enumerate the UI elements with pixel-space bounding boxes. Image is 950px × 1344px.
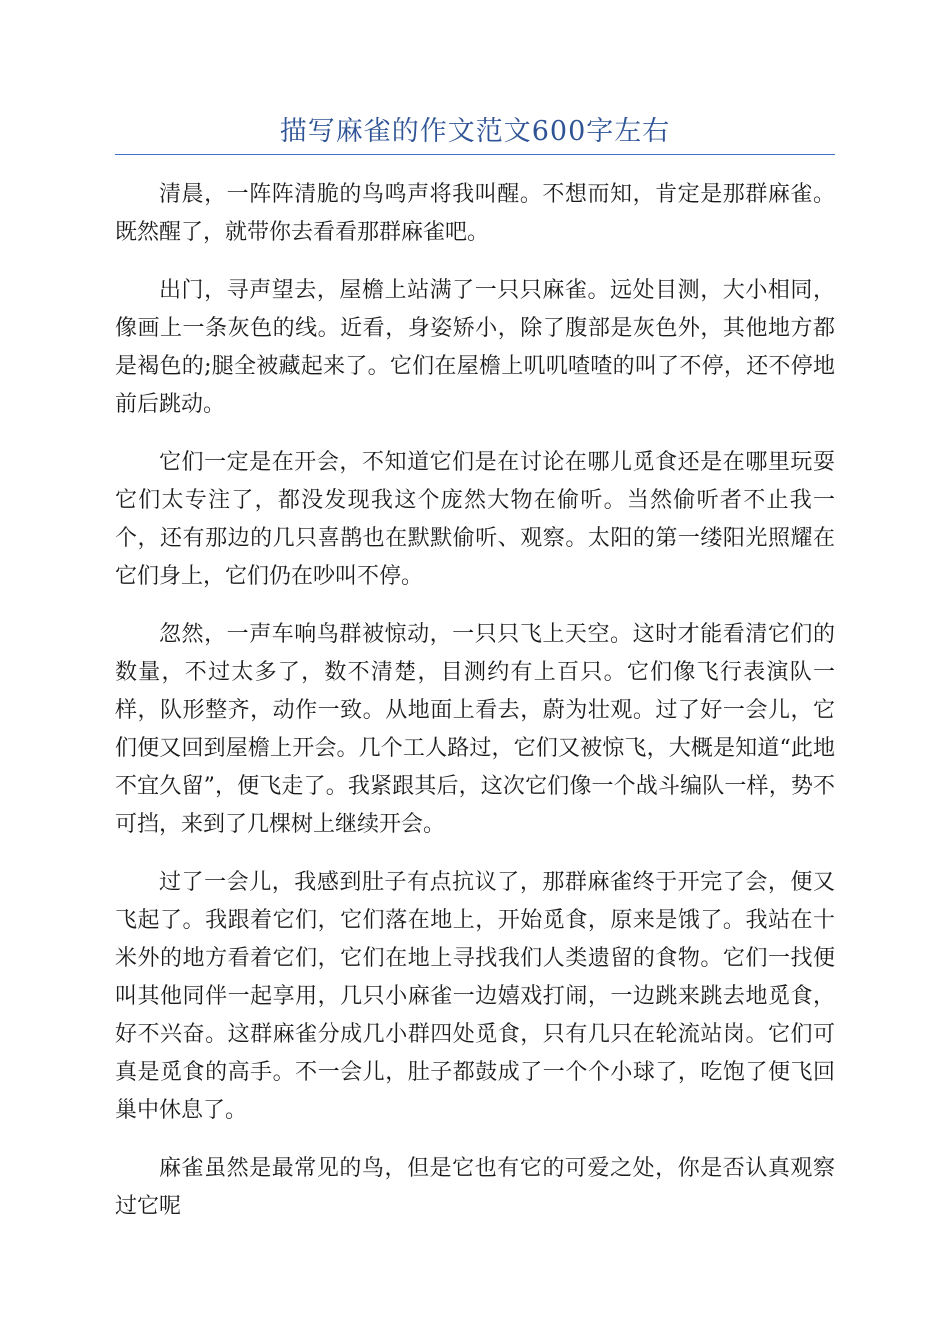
paragraph-3: 它们一定是在开会，不知道它们是在讨论在哪儿觅食还是在哪里玩耍它们太专注了，都没发现我这个庞然大物在偷听。当然偷听者不止我一个，还有那边的几只喜鹊也在默默偷听、观察。太阳的第一缕阳光照耀在它们身上，它们仍在吵叫不停。 [115, 450, 835, 589]
title-underline [115, 154, 835, 155]
paragraph-2: 出门，寻声望去，屋檐上站满了一只只麻雀。远处目测，大小相同，像画上一条灰色的线。近看，身姿矫小，除了腹部是灰色外，其他地方都是褐色的;腿全被藏起来了。它们在屋檐上叽叽喳喳的叫了不停，还不停地前后跳动。 [115, 278, 835, 417]
document-title: 描写麻雀的作文范文600字左右 [279, 116, 671, 147]
paragraph-6: 麻雀虽然是最常见的鸟，但是它也有它的可爱之处，你是否认真观察过它呢 [115, 1156, 835, 1219]
paragraph-1: 清晨，一阵阵清脆的鸟鸣声将我叫醒。不想而知，肯定是那群麻雀。既然醒了，就带你去看看那群麻雀吧。 [115, 182, 835, 245]
paragraph-5: 过了一会儿，我感到肚子有点抗议了，那群麻雀终于开完了会，便又飞起了。我跟着它们，它们落在地上，开始觅食，原来是饿了。我站在十米外的地方看着它们，它们在地上寻找我们人类遗留的食物。它们一找便叫其他同伴一起享用，几只小麻雀一边嬉戏打闹，一边跳来跳去地觅食，好不兴奋。这群麻雀分成几小群四处觅食，只有几只在轮流站岗。它们可真是觅食的高手。不一会儿，肚子都鼓成了一个个小球了，吃饱了便飞回巢中休息了。 [115, 870, 835, 1123]
paragraph-4: 忽然，一声车响鸟群被惊动，一只只飞上天空。这时才能看清它们的数量，不过太多了，数不清楚，目测约有上百只。它们像飞行表演队一样，队形整齐，动作一致。从地面上看去，蔚为壮观。过了好一会儿，它们便又回到屋檐上开会。几个工人路过，它们又被惊飞，大概是知道“此地不宜久留”，便飞走了。我紧跟其后，这次它们像一个战斗编队一样，势不可挡，来到了几棵树上继续开会。 [115, 622, 835, 837]
document-body [115, 176, 835, 1246]
